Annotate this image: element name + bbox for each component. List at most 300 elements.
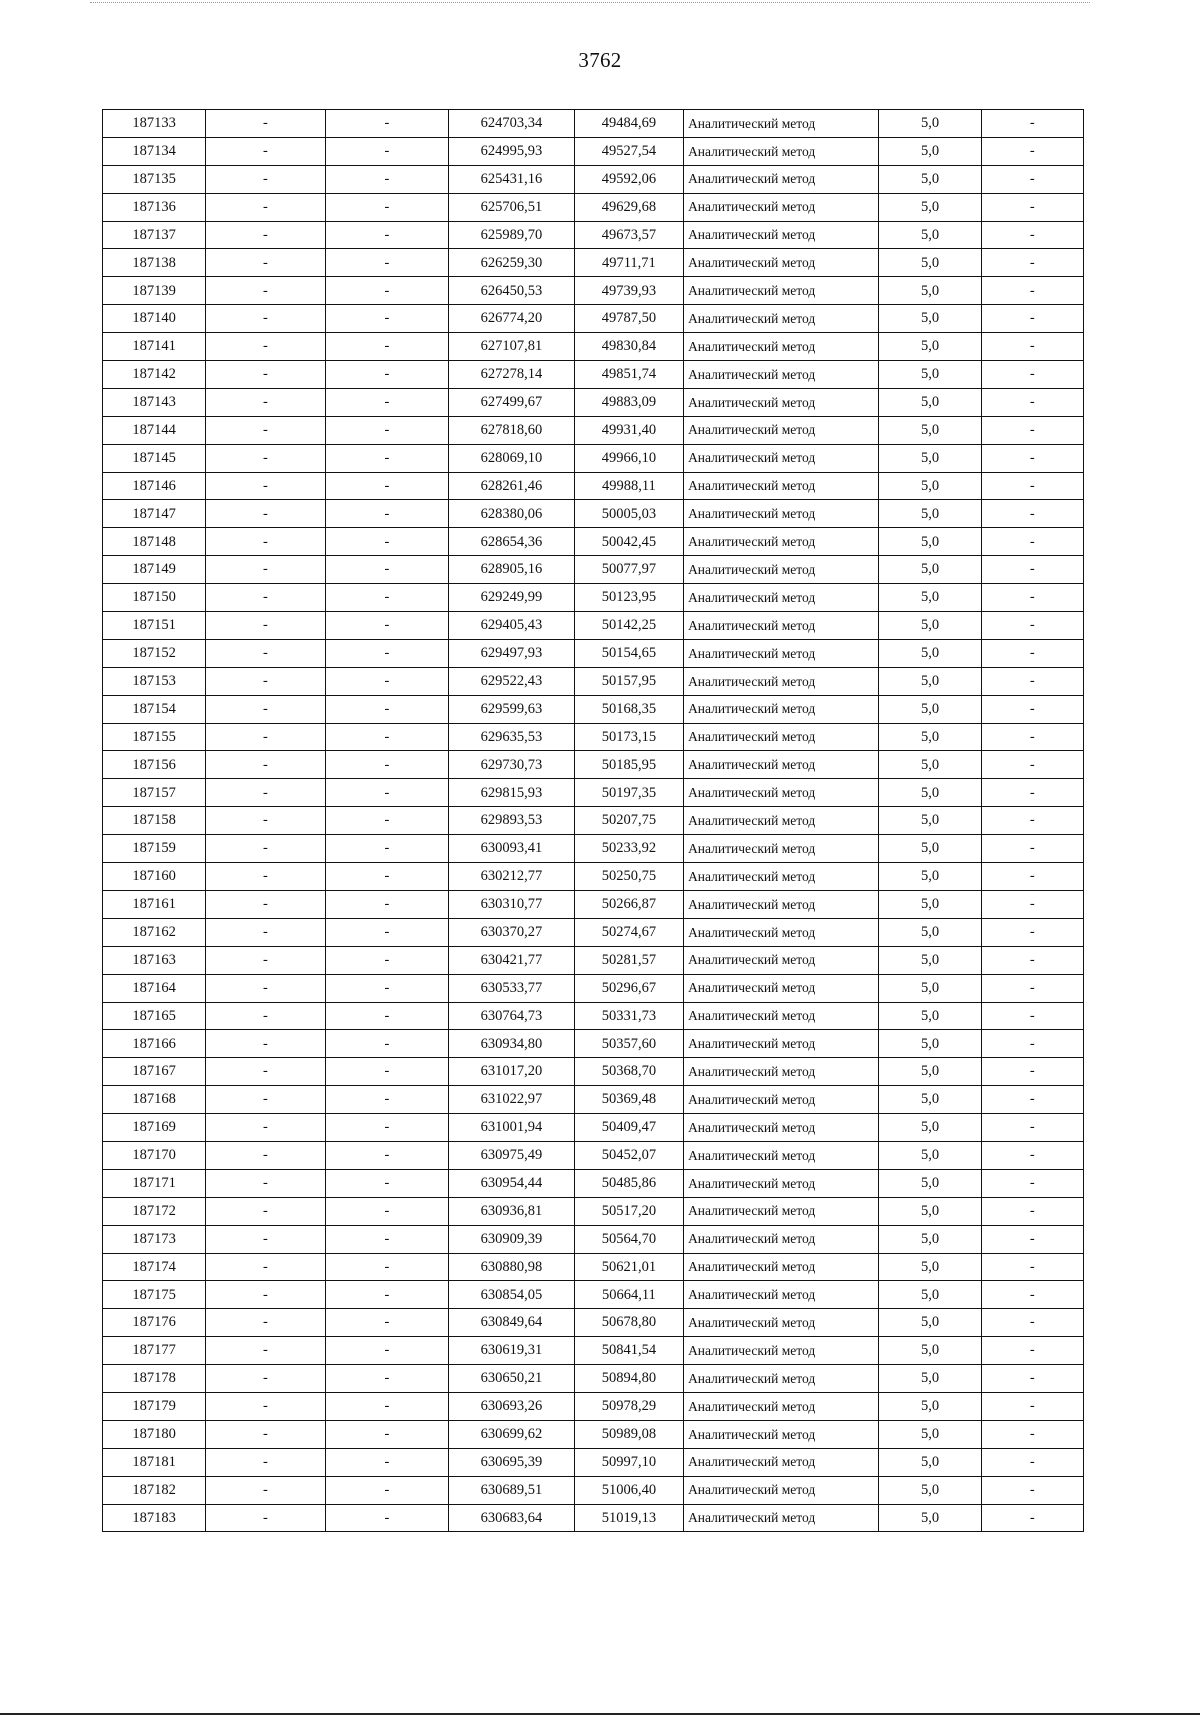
y-coordinate-cell: 50168,35 [574,695,683,723]
accuracy-cell: 5,0 [879,723,981,751]
y-coordinate-cell: 50005,03 [574,500,683,528]
y-coordinate-cell: 50369,48 [574,1086,683,1114]
dash-cell-1: - [206,890,325,918]
x-coordinate-cell: 628905,16 [449,556,575,584]
point-number-cell: 187144 [103,416,206,444]
dash-cell-1: - [206,807,325,835]
x-coordinate-cell: 630936,81 [449,1197,575,1225]
dash-cell-1: - [206,1392,325,1420]
dash-cell-1: - [206,416,325,444]
dash-cell-3: - [981,1448,1083,1476]
y-coordinate-cell: 50197,35 [574,779,683,807]
accuracy-cell: 5,0 [879,1309,981,1337]
method-cell: Аналитический метод [684,110,879,138]
point-number-cell: 187177 [103,1337,206,1365]
dash-cell-3: - [981,695,1083,723]
x-coordinate-cell: 624703,34 [449,110,575,138]
dash-cell-3: - [981,1365,1083,1393]
x-coordinate-cell: 631017,20 [449,1058,575,1086]
table-row [103,1114,1084,1142]
dash-cell-3: - [981,305,1083,333]
dash-cell-2: - [325,1086,449,1114]
y-coordinate-cell: 51019,13 [574,1504,683,1532]
x-coordinate-cell: 627278,14 [449,361,575,389]
accuracy-cell: 5,0 [879,361,981,389]
table-row [103,807,1084,835]
point-number-cell: 187169 [103,1114,206,1142]
point-number-cell: 187147 [103,500,206,528]
method-cell: Аналитический метод [684,1141,879,1169]
y-coordinate-cell: 50997,10 [574,1448,683,1476]
method-cell: Аналитический метод [684,1337,879,1365]
accuracy-cell: 5,0 [879,528,981,556]
x-coordinate-cell: 630689,51 [449,1476,575,1504]
accuracy-cell: 5,0 [879,110,981,138]
dash-cell-3: - [981,723,1083,751]
coordinates-table [102,109,1084,1532]
table-row [103,1504,1084,1532]
dash-cell-3: - [981,584,1083,612]
table-row [103,779,1084,807]
x-coordinate-cell: 630619,31 [449,1337,575,1365]
y-coordinate-cell: 49527,54 [574,137,683,165]
dash-cell-1: - [206,221,325,249]
dash-cell-3: - [981,1197,1083,1225]
x-coordinate-cell: 631001,94 [449,1114,575,1142]
y-coordinate-cell: 50368,70 [574,1058,683,1086]
table-row [103,695,1084,723]
dash-cell-2: - [325,388,449,416]
scan-top-edge [90,2,1090,4]
y-coordinate-cell: 50678,80 [574,1309,683,1337]
dash-cell-1: - [206,612,325,640]
accuracy-cell: 5,0 [879,472,981,500]
table-row [103,1448,1084,1476]
point-number-cell: 187158 [103,807,206,835]
method-cell: Аналитический метод [684,416,879,444]
dash-cell-3: - [981,890,1083,918]
dash-cell-2: - [325,1281,449,1309]
y-coordinate-cell: 49988,11 [574,472,683,500]
point-number-cell: 187178 [103,1365,206,1393]
x-coordinate-cell: 630934,80 [449,1030,575,1058]
y-coordinate-cell: 50274,67 [574,918,683,946]
dash-cell-2: - [325,779,449,807]
accuracy-cell: 5,0 [879,416,981,444]
accuracy-cell: 5,0 [879,388,981,416]
dash-cell-1: - [206,584,325,612]
table-row [103,863,1084,891]
y-coordinate-cell: 50409,47 [574,1114,683,1142]
point-number-cell: 187181 [103,1448,206,1476]
y-coordinate-cell: 50452,07 [574,1141,683,1169]
dash-cell-3: - [981,277,1083,305]
method-cell: Аналитический метод [684,695,879,723]
point-number-cell: 187145 [103,444,206,472]
y-coordinate-cell: 50517,20 [574,1197,683,1225]
y-coordinate-cell: 50485,86 [574,1169,683,1197]
dash-cell-3: - [981,1058,1083,1086]
dash-cell-2: - [325,751,449,779]
y-coordinate-cell: 49673,57 [574,221,683,249]
x-coordinate-cell: 628380,06 [449,500,575,528]
dash-cell-3: - [981,1420,1083,1448]
point-number-cell: 187149 [103,556,206,584]
dash-cell-1: - [206,695,325,723]
dash-cell-3: - [981,416,1083,444]
dash-cell-2: - [325,1114,449,1142]
method-cell: Аналитический метод [684,1086,879,1114]
dash-cell-3: - [981,137,1083,165]
x-coordinate-cell: 630909,39 [449,1225,575,1253]
table-row [103,165,1084,193]
method-cell: Аналитический метод [684,500,879,528]
y-coordinate-cell: 51006,40 [574,1476,683,1504]
y-coordinate-cell: 50123,95 [574,584,683,612]
x-coordinate-cell: 627107,81 [449,333,575,361]
accuracy-cell: 5,0 [879,1169,981,1197]
point-number-cell: 187146 [103,472,206,500]
accuracy-cell: 5,0 [879,1420,981,1448]
point-number-cell: 187161 [103,890,206,918]
dash-cell-3: - [981,1504,1083,1532]
dash-cell-2: - [325,165,449,193]
table-row [103,388,1084,416]
x-coordinate-cell: 629893,53 [449,807,575,835]
x-coordinate-cell: 630954,44 [449,1169,575,1197]
method-cell: Аналитический метод [684,1030,879,1058]
dash-cell-1: - [206,639,325,667]
y-coordinate-cell: 50296,67 [574,974,683,1002]
dash-cell-3: - [981,1392,1083,1420]
method-cell: Аналитический метод [684,918,879,946]
dash-cell-1: - [206,1197,325,1225]
y-coordinate-cell: 50157,95 [574,667,683,695]
accuracy-cell: 5,0 [879,639,981,667]
table-row [103,361,1084,389]
accuracy-cell: 5,0 [879,1281,981,1309]
method-cell: Аналитический метод [684,1197,879,1225]
dash-cell-3: - [981,1002,1083,1030]
dash-cell-3: - [981,388,1083,416]
method-cell: Аналитический метод [684,1420,879,1448]
point-number-cell: 187140 [103,305,206,333]
x-coordinate-cell: 630533,77 [449,974,575,1002]
dash-cell-2: - [325,361,449,389]
table-row [103,1309,1084,1337]
point-number-cell: 187163 [103,946,206,974]
method-cell: Аналитический метод [684,333,879,361]
x-coordinate-cell: 630683,64 [449,1504,575,1532]
table-row [103,584,1084,612]
point-number-cell: 187171 [103,1169,206,1197]
dash-cell-2: - [325,639,449,667]
x-coordinate-cell: 630693,26 [449,1392,575,1420]
y-coordinate-cell: 50664,11 [574,1281,683,1309]
point-number-cell: 187176 [103,1309,206,1337]
dash-cell-3: - [981,946,1083,974]
method-cell: Аналитический метод [684,361,879,389]
y-coordinate-cell: 49629,68 [574,193,683,221]
dash-cell-1: - [206,863,325,891]
dash-cell-1: - [206,1002,325,1030]
method-cell: Аналитический метод [684,388,879,416]
accuracy-cell: 5,0 [879,695,981,723]
x-coordinate-cell: 629730,73 [449,751,575,779]
method-cell: Аналитический метод [684,249,879,277]
dash-cell-1: - [206,1030,325,1058]
dash-cell-3: - [981,556,1083,584]
dash-cell-3: - [981,193,1083,221]
dash-cell-3: - [981,110,1083,138]
accuracy-cell: 5,0 [879,974,981,1002]
accuracy-cell: 5,0 [879,946,981,974]
point-number-cell: 187173 [103,1225,206,1253]
accuracy-cell: 5,0 [879,305,981,333]
dash-cell-2: - [325,1169,449,1197]
x-coordinate-cell: 625706,51 [449,193,575,221]
accuracy-cell: 5,0 [879,1253,981,1281]
dash-cell-1: - [206,946,325,974]
dash-cell-3: - [981,1309,1083,1337]
point-number-cell: 187175 [103,1281,206,1309]
y-coordinate-cell: 49883,09 [574,388,683,416]
method-cell: Аналитический метод [684,221,879,249]
accuracy-cell: 5,0 [879,1197,981,1225]
method-cell: Аналитический метод [684,751,879,779]
dash-cell-2: - [325,1448,449,1476]
table-row [103,918,1084,946]
method-cell: Аналитический метод [684,835,879,863]
x-coordinate-cell: 629405,43 [449,612,575,640]
dash-cell-1: - [206,835,325,863]
dash-cell-3: - [981,667,1083,695]
point-number-cell: 187133 [103,110,206,138]
dash-cell-1: - [206,1086,325,1114]
accuracy-cell: 5,0 [879,612,981,640]
dash-cell-2: - [325,974,449,1002]
x-coordinate-cell: 628069,10 [449,444,575,472]
point-number-cell: 187170 [103,1141,206,1169]
page-number: 3762 [578,48,622,72]
table-row [103,305,1084,333]
table-row [103,1086,1084,1114]
point-number-cell: 187151 [103,612,206,640]
y-coordinate-cell: 50250,75 [574,863,683,891]
dash-cell-3: - [981,918,1083,946]
dash-cell-3: - [981,165,1083,193]
dash-cell-2: - [325,807,449,835]
method-cell: Аналитический метод [684,1169,879,1197]
point-number-cell: 187136 [103,193,206,221]
method-cell: Аналитический метод [684,1225,879,1253]
accuracy-cell: 5,0 [879,556,981,584]
accuracy-cell: 5,0 [879,333,981,361]
y-coordinate-cell: 49484,69 [574,110,683,138]
point-number-cell: 187137 [103,221,206,249]
accuracy-cell: 5,0 [879,500,981,528]
dash-cell-3: - [981,1141,1083,1169]
x-coordinate-cell: 630880,98 [449,1253,575,1281]
dash-cell-2: - [325,1476,449,1504]
x-coordinate-cell: 630650,21 [449,1365,575,1393]
dash-cell-1: - [206,528,325,556]
table-row [103,974,1084,1002]
dash-cell-1: - [206,974,325,1002]
x-coordinate-cell: 629635,53 [449,723,575,751]
x-coordinate-cell: 630695,39 [449,1448,575,1476]
dash-cell-1: - [206,305,325,333]
table-row [103,110,1084,138]
table-row [103,1392,1084,1420]
dash-cell-1: - [206,1309,325,1337]
method-cell: Аналитический метод [684,1448,879,1476]
dash-cell-1: - [206,1058,325,1086]
x-coordinate-cell: 629497,93 [449,639,575,667]
point-number-cell: 187165 [103,1002,206,1030]
dash-cell-3: - [981,639,1083,667]
y-coordinate-cell: 50042,45 [574,528,683,556]
y-coordinate-cell: 50207,75 [574,807,683,835]
dash-cell-1: - [206,1225,325,1253]
point-number-cell: 187164 [103,974,206,1002]
x-coordinate-cell: 630975,49 [449,1141,575,1169]
accuracy-cell: 5,0 [879,1337,981,1365]
x-coordinate-cell: 626450,53 [449,277,575,305]
table-row [103,249,1084,277]
accuracy-cell: 5,0 [879,1476,981,1504]
dash-cell-2: - [325,500,449,528]
y-coordinate-cell: 49830,84 [574,333,683,361]
table-row [103,1253,1084,1281]
y-coordinate-cell: 50154,65 [574,639,683,667]
x-coordinate-cell: 625431,16 [449,165,575,193]
dash-cell-2: - [325,723,449,751]
dash-cell-2: - [325,918,449,946]
dash-cell-2: - [325,556,449,584]
dash-cell-2: - [325,1197,449,1225]
dash-cell-2: - [325,1420,449,1448]
dash-cell-3: - [981,779,1083,807]
accuracy-cell: 5,0 [879,667,981,695]
point-number-cell: 187134 [103,137,206,165]
method-cell: Аналитический метод [684,1392,879,1420]
dash-cell-2: - [325,249,449,277]
accuracy-cell: 5,0 [879,807,981,835]
method-cell: Аналитический метод [684,723,879,751]
table-row [103,333,1084,361]
x-coordinate-cell: 630849,64 [449,1309,575,1337]
table-row [103,946,1084,974]
accuracy-cell: 5,0 [879,779,981,807]
dash-cell-1: - [206,472,325,500]
point-number-cell: 187174 [103,1253,206,1281]
dash-cell-2: - [325,863,449,891]
method-cell: Аналитический метод [684,779,879,807]
y-coordinate-cell: 50173,15 [574,723,683,751]
dash-cell-1: - [206,193,325,221]
accuracy-cell: 5,0 [879,1086,981,1114]
dash-cell-1: - [206,249,325,277]
method-cell: Аналитический метод [684,1504,879,1532]
dash-cell-3: - [981,472,1083,500]
point-number-cell: 187148 [103,528,206,556]
table-row [103,639,1084,667]
point-number-cell: 187157 [103,779,206,807]
point-number-cell: 187135 [103,165,206,193]
method-cell: Аналитический метод [684,444,879,472]
point-number-cell: 187142 [103,361,206,389]
table-row [103,1476,1084,1504]
dash-cell-1: - [206,918,325,946]
point-number-cell: 187153 [103,667,206,695]
dash-cell-2: - [325,584,449,612]
table-row [103,751,1084,779]
method-cell: Аналитический метод [684,946,879,974]
table-row [103,193,1084,221]
x-coordinate-cell: 630699,62 [449,1420,575,1448]
x-coordinate-cell: 629815,93 [449,779,575,807]
y-coordinate-cell: 49711,71 [574,249,683,277]
dash-cell-2: - [325,1365,449,1393]
accuracy-cell: 5,0 [879,1365,981,1393]
method-cell: Аналитический метод [684,890,879,918]
dash-cell-1: - [206,556,325,584]
dash-cell-3: - [981,1225,1083,1253]
accuracy-cell: 5,0 [879,277,981,305]
x-coordinate-cell: 629249,99 [449,584,575,612]
y-coordinate-cell: 49966,10 [574,444,683,472]
dash-cell-1: - [206,1337,325,1365]
dash-cell-2: - [325,1392,449,1420]
dash-cell-1: - [206,333,325,361]
table-row [103,472,1084,500]
dash-cell-2: - [325,1337,449,1365]
dash-cell-3: - [981,1253,1083,1281]
dash-cell-2: - [325,110,449,138]
method-cell: Аналитический метод [684,863,879,891]
dash-cell-2: - [325,835,449,863]
table-row [103,528,1084,556]
dash-cell-1: - [206,667,325,695]
dash-cell-2: - [325,612,449,640]
point-number-cell: 187155 [103,723,206,751]
x-coordinate-cell: 631022,97 [449,1086,575,1114]
accuracy-cell: 5,0 [879,584,981,612]
accuracy-cell: 5,0 [879,1002,981,1030]
dash-cell-1: - [206,1114,325,1142]
accuracy-cell: 5,0 [879,890,981,918]
point-number-cell: 187159 [103,835,206,863]
y-coordinate-cell: 50564,70 [574,1225,683,1253]
x-coordinate-cell: 629599,63 [449,695,575,723]
table-row [103,1002,1084,1030]
dash-cell-3: - [981,528,1083,556]
dash-cell-3: - [981,863,1083,891]
dash-cell-3: - [981,1114,1083,1142]
dash-cell-2: - [325,1225,449,1253]
x-coordinate-cell: 630093,41 [449,835,575,863]
x-coordinate-cell: 630421,77 [449,946,575,974]
table-row [103,277,1084,305]
method-cell: Аналитический метод [684,528,879,556]
table-row [103,667,1084,695]
point-number-cell: 187150 [103,584,206,612]
x-coordinate-cell: 626774,20 [449,305,575,333]
accuracy-cell: 5,0 [879,1030,981,1058]
x-coordinate-cell: 626259,30 [449,249,575,277]
table-row [103,723,1084,751]
